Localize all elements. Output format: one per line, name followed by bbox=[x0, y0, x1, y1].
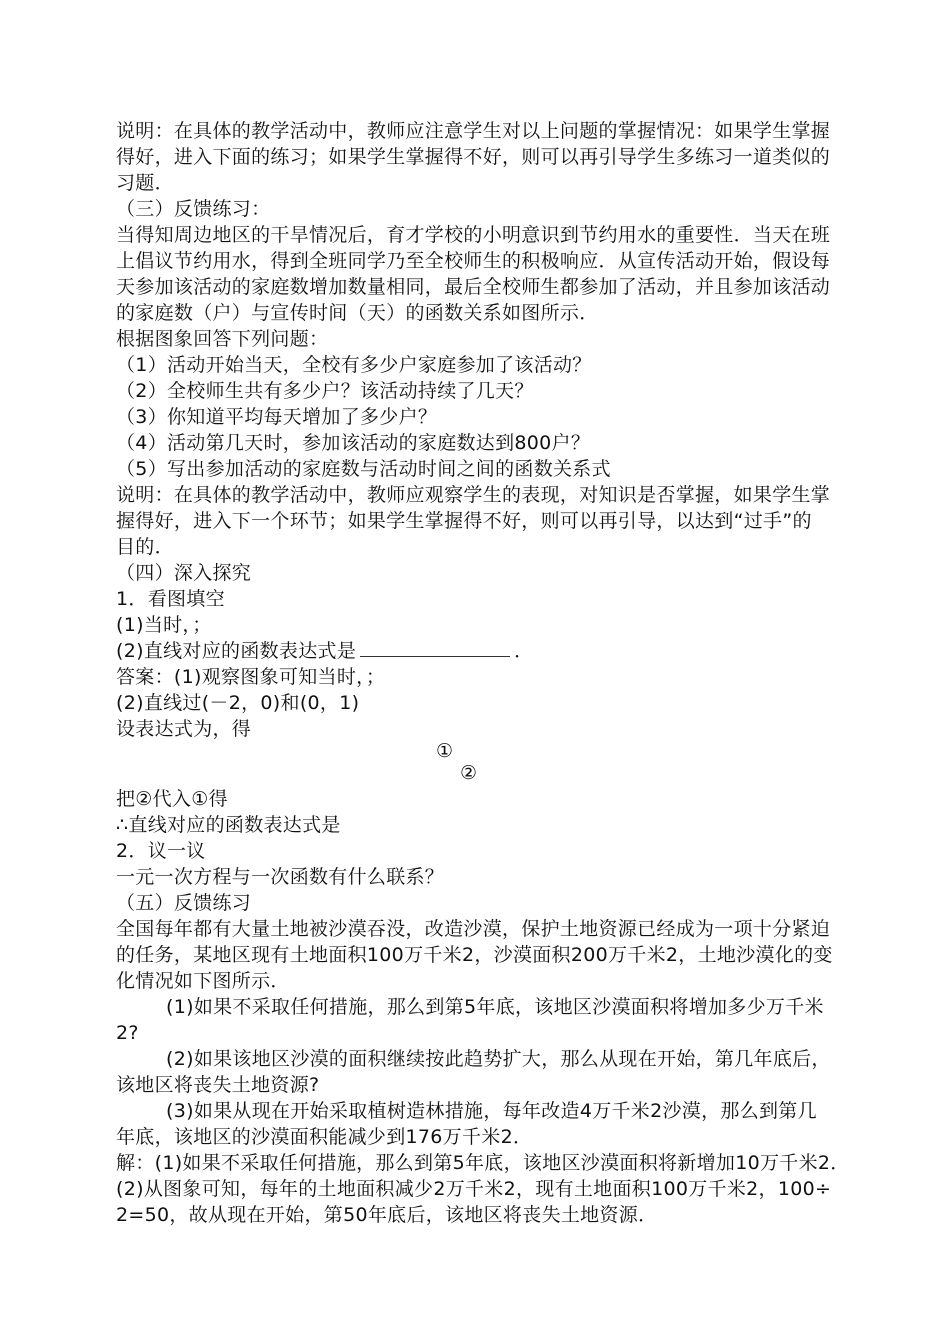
fill-line-text: (2)直线对应的函数表达式是 bbox=[116, 640, 357, 662]
text-line: 全国每年都有大量土地被沙漠吞没，改造沙漠，保护土地资源已经成为一项十分紧迫 bbox=[116, 918, 831, 940]
text-line: 得好，进入下面的练习；如果学生掌握得不好，则可以再引导学生多练习一道类似的 bbox=[116, 146, 831, 168]
question-item: (2)如果该地区沙漠的面积继续按此趋势扩大，那么从现在开始，第几年底后， bbox=[166, 1048, 831, 1070]
question-item: 年底，该地区的沙漠面积能减少到176万千米2． bbox=[116, 1126, 533, 1148]
question-item: （3）你知道平均每天增加了多少户？ bbox=[116, 406, 438, 428]
text-line: 当得知周边地区的干旱情况后，育才学校的小明意识到节约用水的重要性．当天在班 bbox=[116, 224, 831, 246]
section-heading: （三）反馈练习： bbox=[116, 198, 271, 220]
section-heading: （五）反馈练习 bbox=[116, 892, 252, 914]
text-line: 习题． bbox=[116, 172, 174, 194]
question-item: (1)如果不采取任何措施，那么到第5年底，该地区沙漠面积将增加多少万千米 bbox=[166, 996, 824, 1018]
text-line: 天参加该活动的家庭数增加数量相同，最后全校师生都参加了活动，并且参加该活动 bbox=[116, 276, 831, 298]
question-item: (3)如果从现在开始采取植树造林措施，每年改造4万千米2沙漠，那么到第几 bbox=[166, 1100, 817, 1122]
question-item: （4）活动第几天时，参加该活动的家庭数达到800户？ bbox=[116, 432, 591, 454]
question-item: （5）写出参加活动的家庭数与活动时间之间的函数关系式 bbox=[116, 458, 611, 480]
text-line: 说明：在具体的教学活动中，教师应注意学生对以上问题的掌握情况：如果学生掌握 bbox=[116, 120, 831, 142]
text-line: 的任务，某地区现有土地面积100万千米2，沙漠面积200万千米2，土地沙漠化的变 bbox=[116, 944, 833, 966]
question-item: 该地区将丧失土地资源? bbox=[116, 1074, 320, 1096]
text-line: ∴直线对应的函数表达式是 bbox=[116, 814, 341, 836]
question-item: （2）全校师生共有多少户？该活动持续了几天？ bbox=[116, 380, 534, 402]
answer-line: 解：(1)如果不采取任何措施，那么到第5年底，该地区沙漠面积将新增加10万千米2． bbox=[116, 1152, 850, 1174]
text-line: 设表达式为，得 bbox=[116, 718, 252, 740]
text-line: (1)当时，； bbox=[116, 614, 212, 636]
text-line: 目的． bbox=[116, 536, 174, 558]
fill-blank-line bbox=[116, 638, 533, 664]
answer-line: 2=50，故从现在开始，第50年底后，该地区将丧失土地资源． bbox=[116, 1204, 658, 1226]
equation-marker: ① bbox=[436, 740, 454, 762]
text-line: 化情况如下图所示． bbox=[116, 970, 290, 992]
section-heading: （四）深入探究 bbox=[116, 562, 252, 584]
text-line: 说明：在具体的教学活动中，教师应观察学生的表现，对知识是否掌握，如果学生掌 bbox=[116, 484, 831, 506]
text-line: 上倡议节约用水，得到全班同学乃至全校师生的积极响应．从宣传活动开始，假设每 bbox=[116, 250, 831, 272]
question-item: 2? bbox=[116, 1022, 139, 1044]
text-line: 答案：(1)观察图象可知当时，； bbox=[116, 666, 386, 688]
question-item: （1）活动开始当天，全校有多少户家庭参加了该活动？ bbox=[116, 354, 592, 376]
text-line: 的家庭数（户）与宣传时间（天）的函数关系如图所示． bbox=[116, 302, 599, 324]
answer-line: (2)从图象可知，每年的土地面积减少2万千米2，现有土地面积100万千米2，100÷ bbox=[116, 1178, 832, 1200]
equation-marker: ② bbox=[460, 762, 478, 784]
text-line: (2)直线过(－2，0)和(0，1) bbox=[116, 692, 360, 714]
text-line: 握得好，进入下一个环节；如果学生掌握得不好，则可以再引导，以达到“过手”的 bbox=[116, 510, 812, 532]
text-line: 把②代入①得 bbox=[116, 788, 228, 810]
text-line: 1．看图填空 bbox=[116, 588, 225, 610]
fill-line-end: ． bbox=[514, 640, 534, 662]
text-line: 根据图象回答下列问题： bbox=[116, 328, 329, 350]
text-line: 一元一次方程与一次函数有什么联系？ bbox=[116, 866, 445, 888]
answer-blank bbox=[360, 638, 510, 657]
text-line: 2．议一议 bbox=[116, 840, 206, 862]
